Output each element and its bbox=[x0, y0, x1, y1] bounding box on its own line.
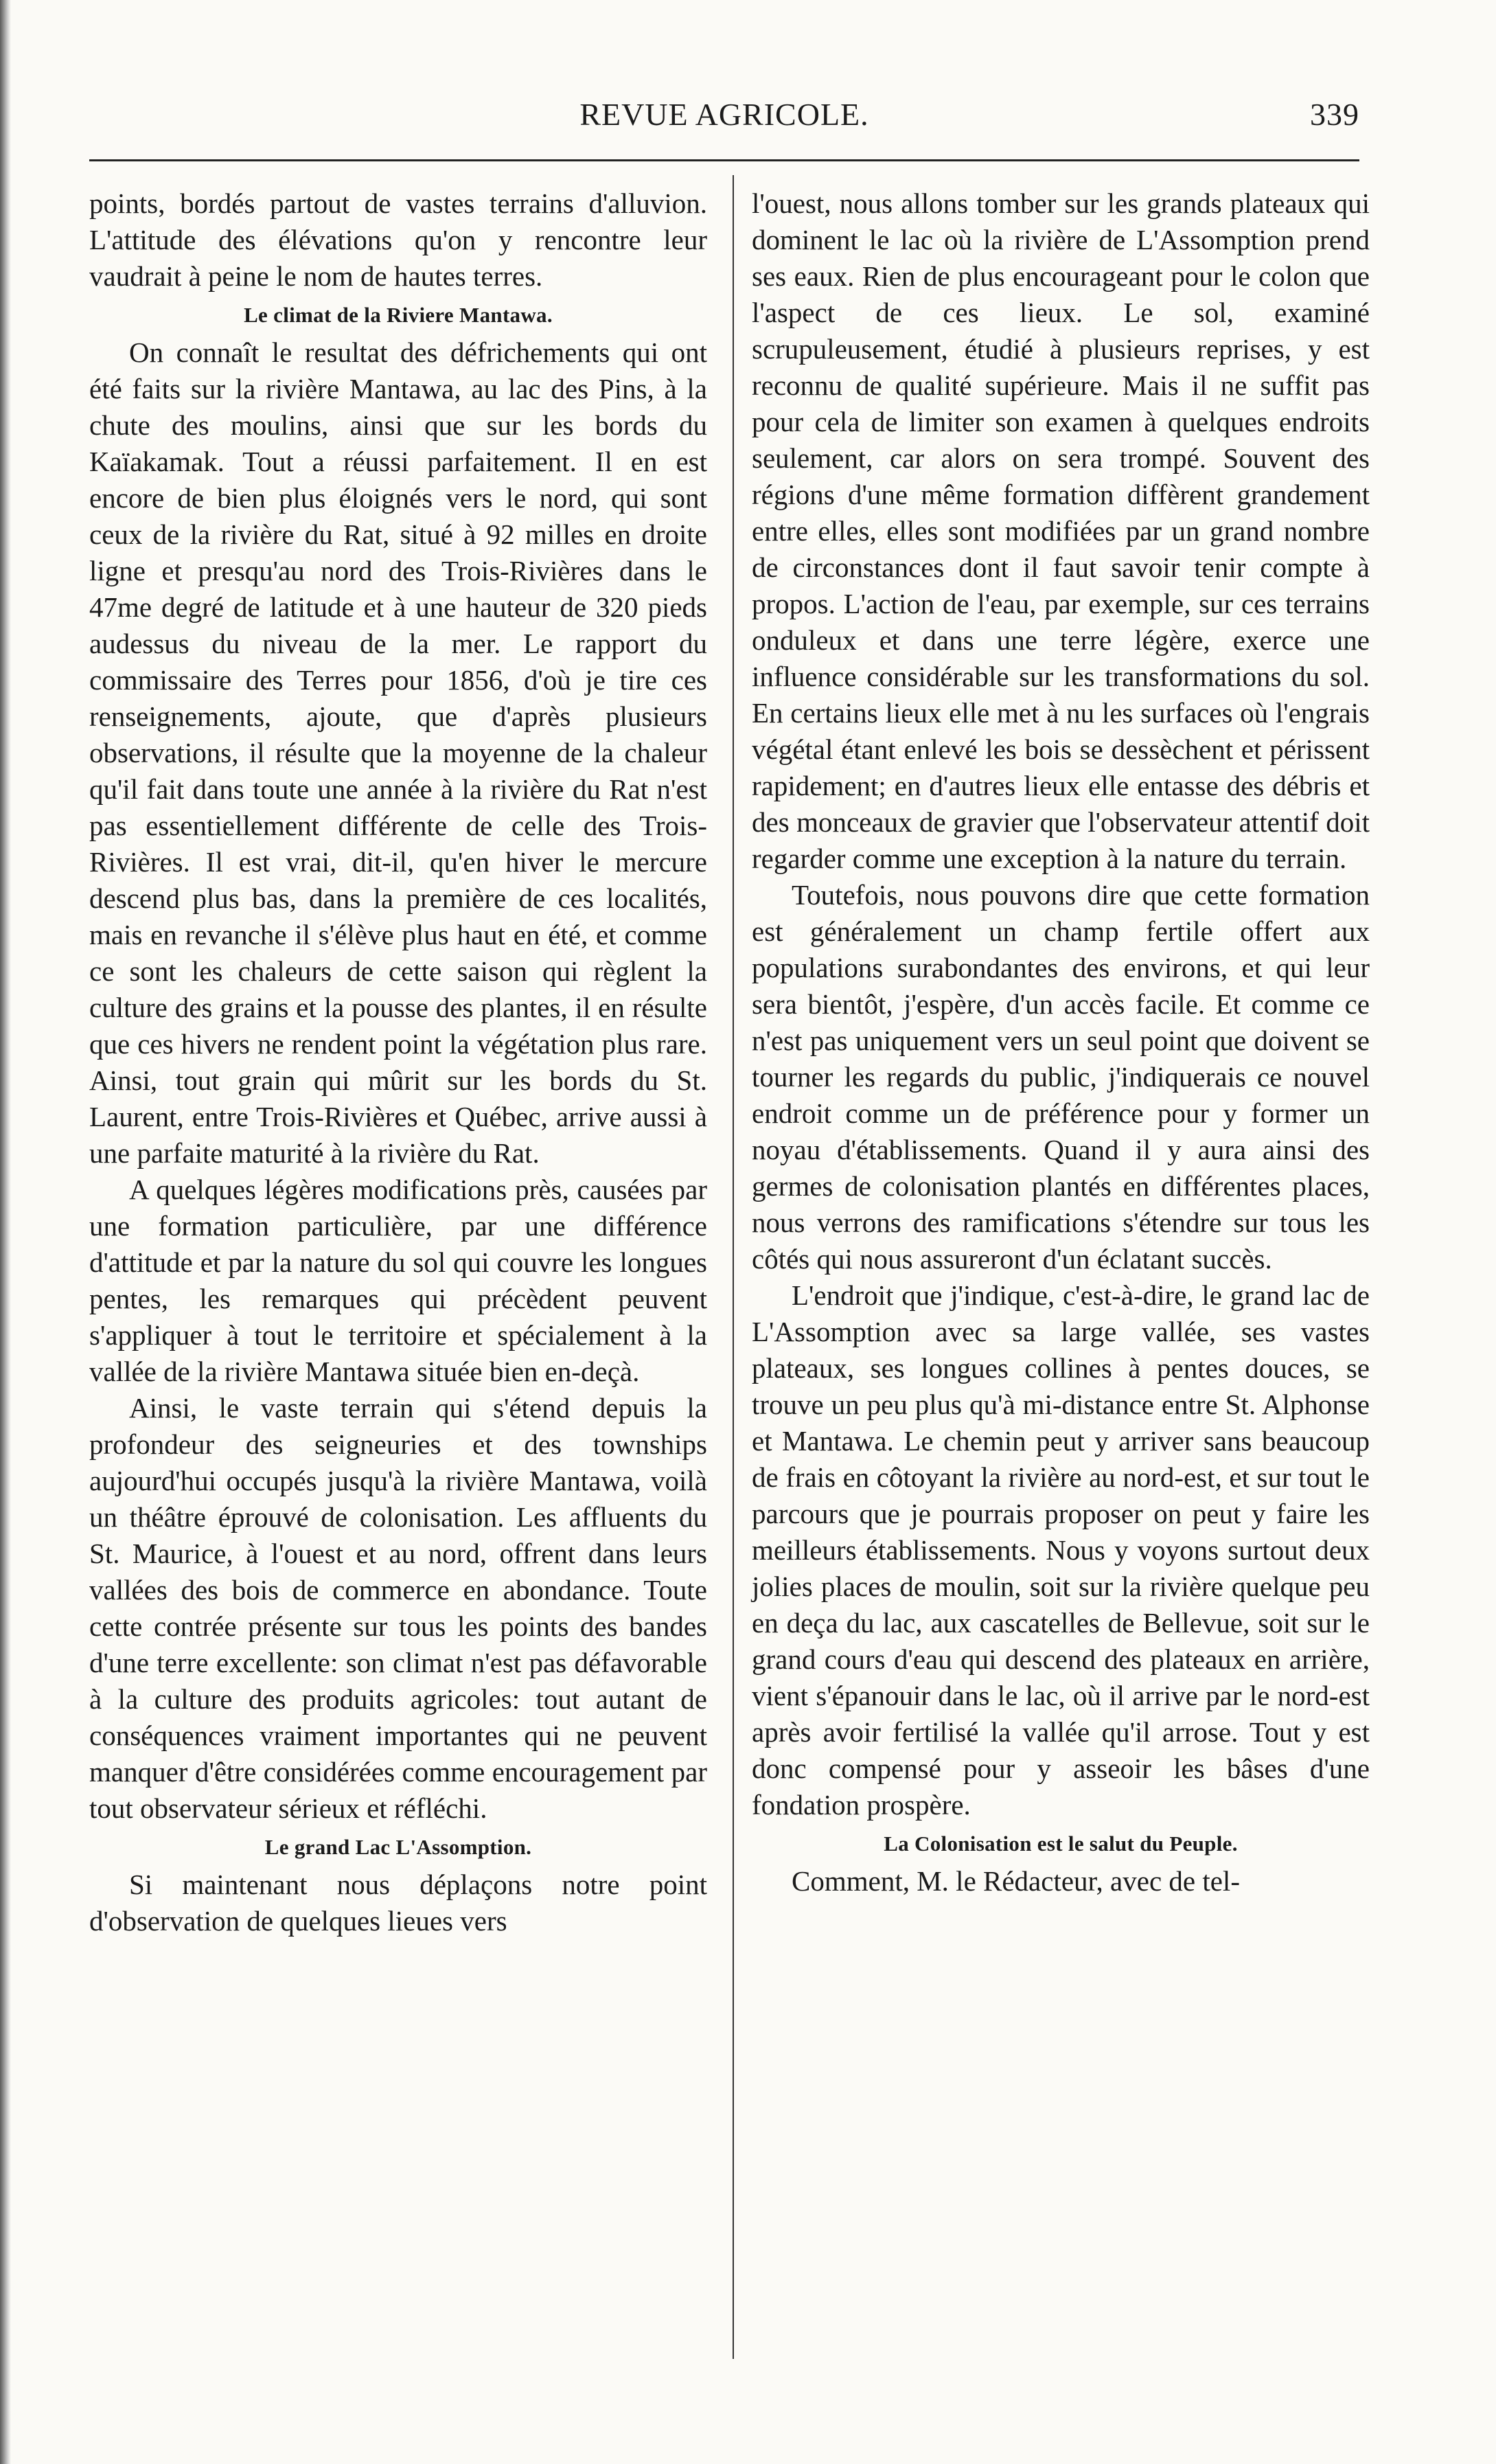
paragraph: Comment, M. le Rédacteur, avec de tel- bbox=[792, 1865, 1240, 1897]
paragraph: Si maintenant nous déplaçons notre point d'observation de quelques lieues vers bbox=[89, 1869, 707, 1937]
running-head bbox=[89, 96, 1359, 137]
paragraph: On connaît le resultat des défrichements qui ont été faits sur la rivière Mantawa, au lac des Pins, à la chute des moulins, ainsi que sur les bords du Kaïakamak. Tout a réussi parfaitement. Il en est encore de bien plus éloignés vers le nord, qui sont ceux de la rivière du Rat, situé à 92 milles en droite ligne et presqu'au nord des Trois-Rivières dans le 47me degré de latitude et à une hauteur de 320 pieds audessus du niveau de la mer. Le rapport du commissaire des Terres pour 1856, d'où je tire ces renseignements, ajoute, que d'après plusieurs observations, il résulte que la moyenne de la chaleur qu'il fait dans toute une année à la rivière du Rat n'est pas essentiellement différente de celle des Trois-Rivières. Il est vrai, dit-il, qu'en hiver le mercure descend plus bas, dans la première de ces localités, mais en revanche il s'élève plus haut en été, et comme ce sont les chaleurs de cette saison qui règlent la culture des grains et la pousse des plantes, il en résulte que ces hivers ne rendent point la végétation plus rare. Ainsi, tout grain qui mûrit sur les bords du St. Laurent, entre Trois-Rivières et Québec, arrive aussi à une parfaite maturité à la rivière du Rat. bbox=[89, 336, 707, 1169]
column-divider bbox=[733, 175, 734, 2359]
page-number: 339 bbox=[1310, 97, 1359, 132]
section-heading-colonisation: La Colonisation est le salut du Peuple. bbox=[884, 1832, 1238, 1856]
running-title: REVUE AGRICOLE. bbox=[579, 97, 869, 132]
paragraph: Toutefois, nous pouvons dire que cette formation est généralement un champ fertile offert aux populations surabondantes des environs, et qui leur sera bientôt, j'espère, d'un accès facile. Et comme ce n'est pas uniquement vers un seul point que doivent se tourner les regards du public, j'indiquerais ce nouvel endroit comme un de préférence pour y former un noyau d'établissements. Quand il y aura ainsi des germes de colonisation plantés en différentes places, nous verrons des ramifications s'étendre sur tous les côtés qui nous assureront d'un éclatant succès. bbox=[752, 879, 1370, 1275]
paragraph-continued: l'ouest, nous allons tomber sur les grands plateaux qui dominent le lac où la rivière de L'Assomption prend ses eaux. Rien de plus encourageant pour le colon que l'aspect de ces lieux. Le sol, examiné scrupuleusement, étudié à plusieurs reprises, y est reconnu de qualité supérieure. Mais il ne suffit pas pour cela de limiter son examen à quelques endroits seulement, car alors on sera trompé. Souvent des régions d'une même formation diffèrent grandement entre elles, elles sont modifiées par un grand nombre de circonstances dont il faut savoir tenir compte à propos. L'action de l'eau, par exemple, sur ces terrains onduleux et dans une terre légère, exerce une influence considérable sur les transformations du sol. En certains lieux elle met à nu les surfaces où l'engrais végétal étant enlevé les bois se dessèchent et périssent rapidement; en d'autres lieux elle entasse des débris et des monceaux de gravier que l'observateur attentif doit regarder comme une exception à la nature du terrain. bbox=[752, 187, 1370, 874]
page-binding-edge bbox=[0, 0, 11, 2464]
header-rule bbox=[89, 159, 1359, 161]
section-heading-climat: Le climat de la Riviere Mantawa. bbox=[244, 303, 553, 327]
left-column bbox=[89, 185, 707, 1939]
paragraph: L'endroit que j'indique, c'est-à-dire, le grand lac de L'Assomption avec sa large vallée, ses vastes plateaux, ses longues collines à pentes douces, se trouve un peu plus qu'à mi-distance entre St. Alphonse et Mantawa. Le chemin peut y arriver sans beaucoup de frais en côtoyant la rivière au nord-est, et sur tout le parcours que je pourrais proposer on peut y faire les meilleurs établissements. Nous y voyons surtout deux jolies places de moulin, soit sur la rivière quelque peu en deça du lac, aux cascatelles de Bellevue, soit sur le grand cours d'eau qui descend des plateaux en arrière, vient s'épanouir dans le lac, où il arrive par le nord-est après avoir fertilisé la vallée qu'il arrose. Tout y est donc compensé pour y asseoir les bâses d'une fondation prospère. bbox=[752, 1279, 1370, 1821]
paragraph: A quelques légères modifications près, causées par une formation particulière, par une différence d'attitude et par la nature du sol qui couvre les longues pentes, les remarques qui précèdent peuvent s'appliquer à tout le territoire et spécialement à la vallée de la rivière Mantawa située bien en-deçà. bbox=[89, 1174, 707, 1387]
paragraph: Ainsi, le vaste terrain qui s'étend depuis la profondeur des seigneuries et des townships aujourd'hui occupés jusqu'à la rivière Mantawa, voilà un théâtre éprouvé de colonisation. Les affluents du St. Maurice, à l'ouest et au nord, offrent dans leurs vallées des bois de commerce en abondance. Toute cette contrée présente sur tous les points des bandes d'une terre excellente: son climat n'est pas défavorable à la culture des produits agricoles: tout autant de conséquences vraiment importantes qui ne peuvent manquer d'être considérées comme encouragement par tout observateur sérieux et réfléchi. bbox=[89, 1392, 707, 1824]
right-column bbox=[752, 185, 1370, 1900]
paragraph-continued: points, bordés partout de vastes terrains d'alluvion. L'attitude des élévations qu'on y rencontre leur vaudrait à peine le nom de hautes terres. bbox=[89, 187, 707, 292]
section-heading-grand-lac: Le grand Lac L'Assomption. bbox=[264, 1835, 532, 1859]
